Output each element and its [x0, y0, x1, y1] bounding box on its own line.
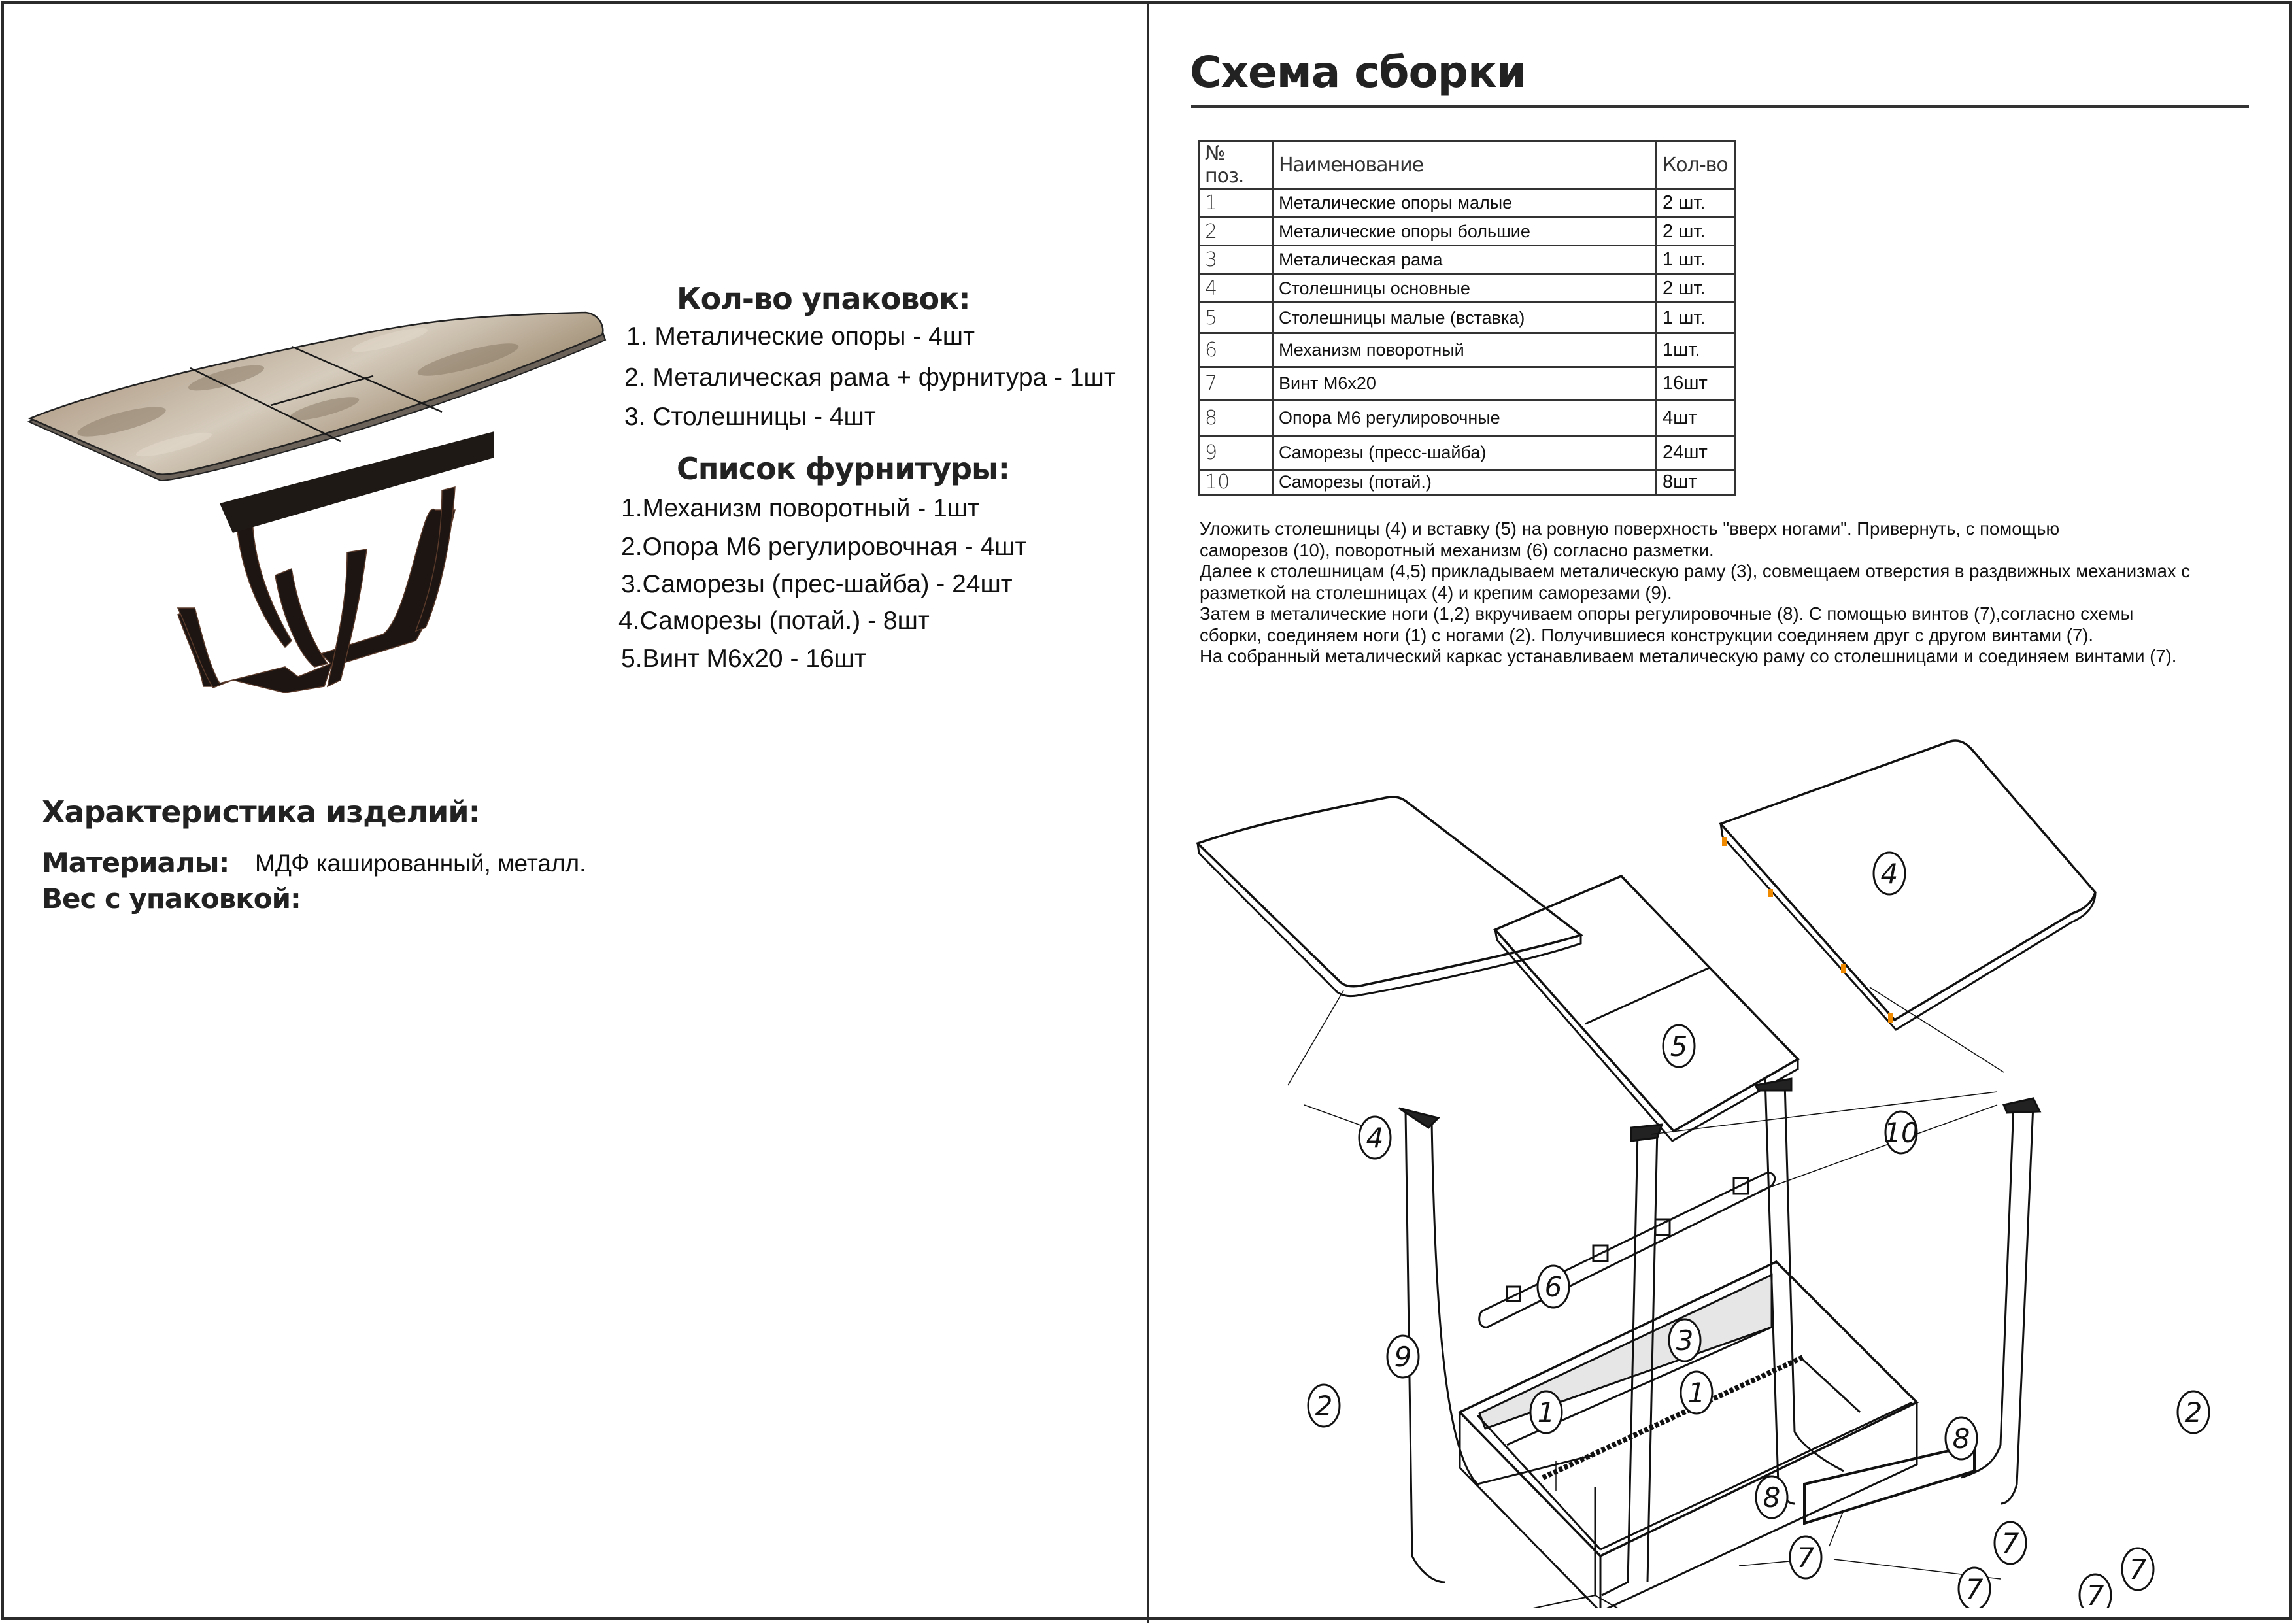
table-row	[1199, 400, 1736, 436]
specs-title: Характеристика изделий:	[42, 794, 481, 830]
header-position: № поз.	[1199, 141, 1273, 189]
instruction-line: сборки, соединяем ноги (1) с ногами (2). Получившиеся конструкции соединяем друг с другом винтами (7).	[1200, 624, 2094, 645]
callout-label: 6	[1544, 1271, 1562, 1303]
hardware-item: 1.Механизм поворотный - 1шт	[621, 494, 979, 522]
table-row	[1199, 303, 1736, 333]
instruction-line: Уложить столешницы (4) и вставку (5) на ровную поверхность "вверх ногами". Привернуть, с помощью	[1200, 518, 2060, 539]
instruction-line: саморезов (10), поворотный механизм (6) согласно разметки.	[1200, 539, 1714, 560]
cell-quantity: 8шт	[1657, 470, 1736, 495]
table-row	[1199, 333, 1736, 367]
callout-label: 8	[1952, 1423, 1970, 1455]
packages-title: Кол-во упаковок:	[677, 281, 970, 316]
hardware-item: 2.Опора М6 регулировочная - 4шт	[621, 533, 1027, 561]
header-name: Наименование	[1273, 141, 1657, 189]
cell-position: 2	[1199, 218, 1273, 246]
callout-8	[1946, 1417, 1977, 1459]
cell-name: Саморезы (пресс-шайба)	[1273, 436, 1657, 470]
callout-label: 1	[1687, 1377, 1706, 1409]
callout-1	[1530, 1391, 1562, 1433]
package-item: 1. Металические опоры - 4шт	[626, 322, 975, 350]
cell-quantity: 1 шт.	[1657, 303, 1736, 333]
callout-label: 2	[1315, 1390, 1333, 1422]
cell-position: 3	[1199, 246, 1273, 275]
callout-3	[1669, 1319, 1700, 1361]
cell-name: Металические опоры большие	[1273, 218, 1657, 246]
package-item: 2. Металическая рама + фурнитура - 1шт	[624, 364, 1116, 392]
cell-name: Опора М6 регулировочные	[1273, 400, 1657, 436]
table-row	[1199, 189, 1736, 218]
callout-4	[1874, 853, 1905, 894]
cell-position: 6	[1199, 333, 1273, 367]
cell-quantity: 16шт	[1657, 367, 1736, 400]
leader-lines	[1288, 987, 2004, 1579]
callout-4	[1359, 1117, 1391, 1159]
table-legs	[178, 487, 455, 693]
cell-position: 9	[1199, 436, 1273, 470]
callout-9	[1387, 1336, 1419, 1378]
hardware-item: 3.Саморезы (прес-шайба) - 24шт	[621, 570, 1013, 598]
callout-label: 7	[1797, 1542, 1815, 1574]
cell-position: 10	[1199, 470, 1273, 495]
callout-7	[1995, 1522, 2026, 1564]
hardware-item: 4.Саморезы (потай.) - 8шт	[618, 607, 930, 635]
cell-quantity: 1шт.	[1657, 333, 1736, 367]
callout-label: 7	[2001, 1527, 2019, 1559]
callout-2	[1308, 1385, 1340, 1427]
callout-7	[1790, 1536, 1821, 1578]
callout-label: 7	[2129, 1553, 2147, 1585]
cell-quantity: 4шт	[1657, 400, 1736, 436]
cell-position: 5	[1199, 303, 1273, 333]
callout-1	[1681, 1372, 1712, 1413]
part-tabletop-right	[1721, 741, 2095, 1030]
instruction-line: На собранный металический каркас устанавливаем металическую раму со столешницами и соединяем винтами (7).	[1200, 646, 2177, 666]
instruction-line: Далее к столешницам (4,5) прикладываем металическую раму (3), совмещаем отверстия в раздвижных механизмах с	[1200, 561, 2191, 581]
callout-label: 8	[1763, 1481, 1781, 1514]
materials-label: Материалы:	[42, 847, 229, 879]
callout-bubbles	[1308, 853, 2209, 1608]
callout-8	[1756, 1476, 1787, 1518]
callout-label: 9	[1394, 1341, 1412, 1373]
instruction-line: разметкой на столешницах (4) и крепим саморезами (9).	[1200, 582, 1672, 603]
cell-name: Механизм поворотный	[1273, 333, 1657, 367]
callout-label: 10	[1883, 1117, 1919, 1149]
callout-label: 1	[1537, 1396, 1555, 1429]
cell-name: Саморезы (потай.)	[1273, 470, 1657, 495]
table-row	[1199, 436, 1736, 470]
instruction-line: Затем в металические ноги (1,2) вкручиваем опоры регулировочные (8). С помощью винтов (7),согласно схемы	[1200, 603, 2134, 624]
hardware-item: 5.Винт М6х20 - 16шт	[621, 645, 866, 673]
page-divider	[1147, 1, 1149, 1623]
product-table-image	[24, 301, 612, 693]
table-row	[1199, 470, 1736, 495]
parts-table	[1198, 140, 1736, 496]
callout-label: 3	[1676, 1325, 1694, 1357]
hardware-title: Список фурнитуры:	[677, 451, 1010, 486]
tabletop-marble	[30, 313, 603, 475]
part-insert	[1495, 876, 1798, 1141]
cell-quantity: 24шт	[1657, 436, 1736, 470]
cell-name: Столешницы основные	[1273, 275, 1657, 303]
callout-label: 4	[1880, 858, 1899, 890]
table-row	[1199, 246, 1736, 275]
cell-position: 1	[1199, 189, 1273, 218]
callout-6	[1538, 1266, 1569, 1308]
title-underline	[1191, 105, 2249, 108]
materials-value: МДФ кашированный, металл.	[255, 850, 586, 877]
callout-7	[2080, 1574, 2111, 1608]
table-row	[1199, 367, 1736, 400]
cell-position: 8	[1199, 400, 1273, 436]
cell-quantity: 2 шт.	[1657, 218, 1736, 246]
weight-label: Вес с упаковкой:	[42, 883, 301, 915]
cell-quantity: 2 шт.	[1657, 275, 1736, 303]
cell-name: Столешницы малые (вставка)	[1273, 303, 1657, 333]
cell-quantity: 2 шт.	[1657, 189, 1736, 218]
cell-name: Винт М6х20	[1273, 367, 1657, 400]
part-frame	[1460, 1262, 1917, 1608]
table-header-row	[1199, 141, 1736, 189]
assembly-diagram	[1190, 719, 2295, 1608]
assembly-instructions	[1200, 518, 2285, 668]
callout-label: 7	[1965, 1573, 1984, 1605]
callout-10	[1883, 1111, 1918, 1153]
package-item: 3. Столешницы - 4шт	[624, 403, 876, 431]
part-leg-assembly-left	[1190, 1026, 1379, 1445]
header-quantity: Кол-во	[1657, 141, 1736, 189]
callout-label: 4	[1366, 1122, 1384, 1154]
table-row	[1199, 218, 1736, 246]
cell-position: 4	[1199, 275, 1273, 303]
part-tabletop-left	[1198, 797, 1581, 996]
cell-position: 7	[1199, 367, 1273, 400]
page-title: Схема сборки	[1190, 47, 1527, 97]
callout-label: 7	[2086, 1580, 2104, 1608]
callout-7	[1959, 1568, 1990, 1608]
table-row	[1199, 275, 1736, 303]
callout-label: 2	[2184, 1396, 2203, 1429]
callout-7	[2122, 1548, 2153, 1590]
cell-name: Металические опоры малые	[1273, 189, 1657, 218]
callout-label: 5	[1670, 1030, 1688, 1062]
cell-quantity: 1 шт.	[1657, 246, 1736, 275]
cell-name: Металическая рама	[1273, 246, 1657, 275]
callout-5	[1663, 1025, 1695, 1067]
callout-2	[2178, 1391, 2209, 1433]
